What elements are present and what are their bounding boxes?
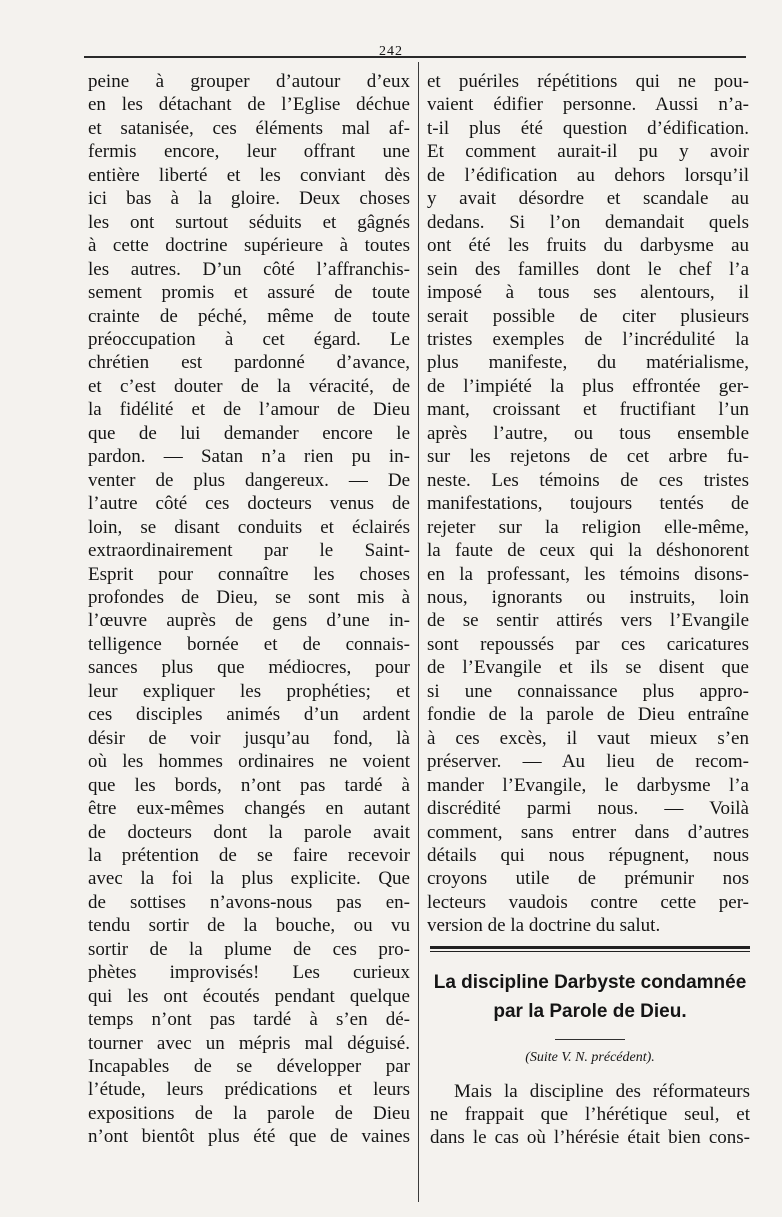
text-line: plus manifeste, du matérialisme, [427,352,749,374]
article-subtitle: (Suite V. N. précédent). [525,1050,655,1065]
text-line: ne frappait que l’hérétique seul, et [430,1104,750,1125]
column-divider [418,62,419,1202]
text-line: et c’est douter de la véracité, de [88,375,410,397]
text-line: venter de plus dangereux. — De [88,469,410,491]
text-line: sement promis et assuré de toute [88,282,410,304]
text-line: où les hommes ordinaires ne voient [88,751,410,773]
text-line: la fidélité et de l’amour de Dieu [88,399,410,421]
text-line: sur les rejetons de cet arbre fu- [427,446,749,468]
text-line: imposé à tous ses alentours, il [427,282,749,304]
text-line: pardon. — Satan n’a rien pu in- [88,446,410,468]
right-column [427,70,749,938]
text-line: leur expliquer les prophéties; et [88,680,410,702]
article-separator-rule [430,946,750,949]
text-line: dans le cas où l’hérésie était bien cons- [430,1127,750,1148]
text-line: à cette doctrine supérieure à toutes [88,235,410,257]
text-line: en la professant, les témoins disons- [427,563,749,585]
text-line: sein des familles dont le chef l’a [427,258,749,280]
title-underline [555,1039,625,1040]
text-line: préserver. — Au lieu de recom- [427,751,749,773]
text-line: sances plus que médiocres, pour [88,657,410,679]
text-line: de l’impiété la plus effrontée ger- [427,375,749,397]
text-line: peine à grouper d’autour d’eux [88,71,410,92]
text-line: chrétien est pardonné d’avance, [88,352,410,374]
text-line: à ces excès, il vaut mieux s’en [427,727,749,749]
left-column [88,70,410,1149]
text-line: de se sentir attirés vers l’Evangile [427,610,749,632]
text-line: tristes exemples de l’incrédulité la [427,328,749,350]
text-line: et satanisée, ces éléments mal af- [88,117,410,139]
text-line: sortir de la plume de ces pro- [88,938,410,960]
text-line: l’autre côté ces docteurs venus de [88,493,410,515]
text-line: version de la doctrine du salut. [427,915,661,937]
text-line: être eux-mêmes changés en autant [88,798,410,820]
text-line: vaient édifier personne. Aussi n’a- [427,94,749,116]
text-line: phètes improvisés! Les curieux [88,962,410,984]
text-line: crainte de péché, même de toute [88,305,410,327]
text-line: et puériles répétitions qui ne pou- [427,71,749,92]
text-line: telligence bornée et de connais- [88,633,410,655]
text-line: qui les ont écoutés pendant quelque [88,985,410,1007]
text-line: extraordinairement par le Saint- [88,540,410,562]
text-line: temps n’ont pas tardé à s’en dé- [88,1009,410,1031]
text-line: entière liberté et les conviant dès [88,164,410,186]
text-line: Esprit pour connaître les choses [88,563,410,585]
text-line: avec la foi la plus explicite. Que [88,868,410,890]
text-line: rejeter sur la religion elle-même, [427,516,749,538]
header-rule [84,56,746,58]
text-line: Et comment aurait-il pu y avoir [427,141,749,163]
text-line: la prétention de se faire recevoir [88,844,410,866]
text-line: après l’autre, ou tous ensemble [427,422,749,444]
text-line: détails qui nous répugnent, nous [427,844,749,866]
text-line: ici bas à la gloire. Deux choses [88,188,410,210]
text-line: mant, croissant et fructifiant l’un [427,399,749,421]
text-line: serait possible de citer plusieurs [427,305,749,327]
text-line: de l’Evangile et ils se disent que [427,657,749,679]
page-number: 242 [379,44,403,59]
text-line: n’ont bientôt plus été que de vaines [88,1126,410,1148]
text-line: les autres. D’un côté l’affranchis- [88,258,410,280]
text-line: loin, se disant conduits et éclairés [88,516,410,538]
text-line: ces disciples animés d’un ardent [88,704,410,726]
text-line: de sottises n’avons-nous pas en- [88,891,410,913]
text-line: de l’édification au dehors lorsqu’il [427,164,749,186]
text-line: de docteurs dont la parole avait [88,821,410,843]
text-line: neste. Les témoins de ces tristes [427,469,749,491]
text-line: que de lui demander encore le [88,422,410,444]
text-line: ont été les fruits du darbysme au [427,235,749,257]
text-line: les ont surtout séduits et gâgnés [88,211,410,233]
text-line: dedans. Si l’on demandait quels [427,211,749,233]
text-line: que les bords, n’ont pas tardé à [88,774,410,796]
text-line: profondes de Dieu, se sont mis à [88,586,410,608]
text-line: tendu sortir de la bouche, ou vu [88,915,410,937]
article-title [430,968,750,1026]
text-line: comment, sans entrer dans d’autres [427,821,749,843]
text-line: l’étude, leurs prédications et leurs [88,1079,410,1101]
text-line: y avait désordre et scandale au [427,188,749,210]
text-line: croyons utile de prémunir nos [427,868,749,890]
article-title-line-1: La discipline Darbyste condamnée [433,972,747,993]
text-line: nous, ignorants ou instruits, loin [427,586,749,608]
text-line: l’œuvre auprès de gens d’une in- [88,610,410,632]
text-line: désir de voir jusqu’au fond, là [88,727,410,749]
text-line: en les détachant de l’Eglise déchue [88,94,410,116]
text-line: sont repoussés par ces caricatures [427,633,749,655]
text-line: discrédité parmi nous. — Voilà [427,798,749,820]
text-line: manifestations, toujours tentés de [427,493,749,515]
text-line: lecteurs vaudois contre cette per- [427,891,749,913]
text-line: tourner avec un mépris mal déguisé. [88,1032,410,1054]
article-separator-rule-thin [430,951,750,952]
text-line: fondie de la parole de Dieu entraîne [427,704,749,726]
article-title-line-2: par la Parole de Dieu. [493,1001,687,1022]
text-line: si une connaissance plus appro- [427,680,749,702]
text-line: Mais la discipline des réformateurs [454,1081,750,1102]
text-line: expositions de la parole de Dieu [88,1102,410,1124]
text-line: fermis encore, leur offrant une [88,141,410,163]
article-body [430,1080,750,1149]
text-line: Incapables de se développer par [88,1056,410,1078]
text-line: t-il plus été question d’édification. [427,117,749,139]
text-line: préoccupation à cet égard. Le [88,328,410,350]
text-line: la faute de ceux qui la déshonorent [427,540,749,562]
text-line: mander l’Evangile, le darbysme l’a [427,774,749,796]
